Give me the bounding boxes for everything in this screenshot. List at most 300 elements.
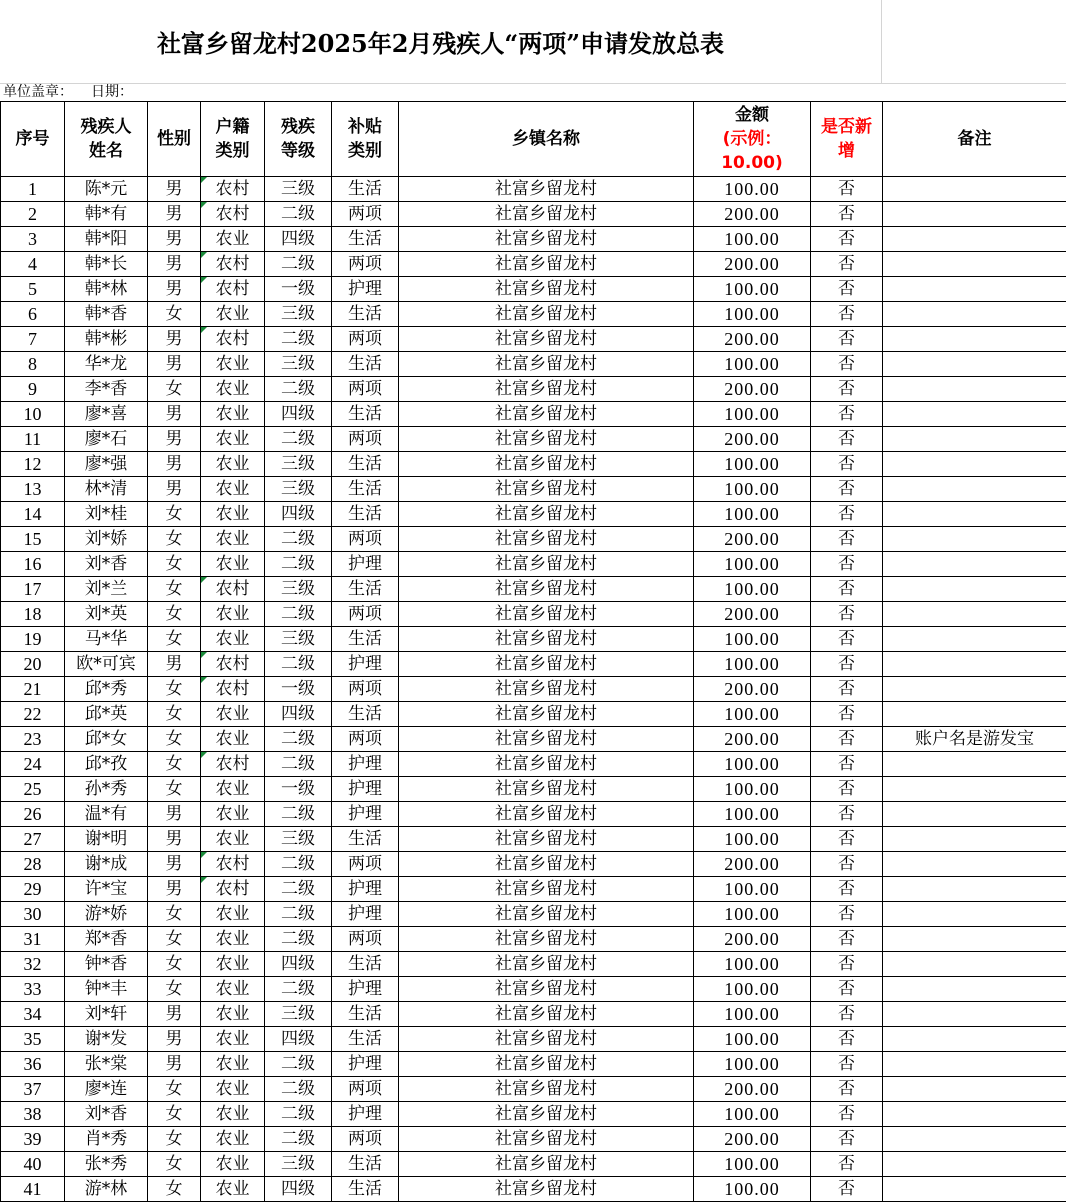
cell-level[interactable]: 二级	[265, 427, 332, 452]
cell-gender[interactable]: 男	[148, 202, 201, 227]
cell-hukou[interactable]: 农村	[201, 652, 265, 677]
cell-level[interactable]: 四级	[265, 502, 332, 527]
header-gender[interactable]: 性别	[148, 102, 201, 177]
cell-amount[interactable]: 200.00	[694, 527, 811, 552]
cell-level[interactable]: 三级	[265, 302, 332, 327]
cell-amount[interactable]: 100.00	[694, 877, 811, 902]
cell-amount[interactable]: 200.00	[694, 602, 811, 627]
cell-name[interactable]: 廖*强	[65, 452, 148, 477]
cell-no[interactable]: 38	[1, 1102, 65, 1127]
cell-town[interactable]: 社富乡留龙村	[399, 202, 694, 227]
cell-no[interactable]: 9	[1, 377, 65, 402]
cell-amount[interactable]: 100.00	[694, 227, 811, 252]
cell-is-new[interactable]: 否	[811, 902, 883, 927]
cell-gender[interactable]: 女	[148, 977, 201, 1002]
cell-remark[interactable]	[883, 577, 1066, 602]
cell-amount[interactable]: 100.00	[694, 477, 811, 502]
cell-remark[interactable]	[883, 802, 1066, 827]
cell-hukou[interactable]: 农业	[201, 527, 265, 552]
cell-amount[interactable]: 100.00	[694, 952, 811, 977]
cell-hukou[interactable]: 农业	[201, 1052, 265, 1077]
cell-name[interactable]: 张*秀	[65, 1152, 148, 1177]
cell-town[interactable]: 社富乡留龙村	[399, 552, 694, 577]
cell-gender[interactable]: 女	[148, 527, 201, 552]
cell-name[interactable]: 刘*香	[65, 552, 148, 577]
cell-name[interactable]: 刘*香	[65, 1102, 148, 1127]
cell-gender[interactable]: 女	[148, 1077, 201, 1102]
cell-is-new[interactable]: 否	[811, 802, 883, 827]
cell-hukou[interactable]: 农业	[201, 702, 265, 727]
cell-gender[interactable]: 女	[148, 777, 201, 802]
cell-level[interactable]: 二级	[265, 752, 332, 777]
cell-no[interactable]: 18	[1, 602, 65, 627]
cell-name[interactable]: 华*龙	[65, 352, 148, 377]
cell-subsidy[interactable]: 生活	[332, 177, 399, 202]
cell-gender[interactable]: 女	[148, 602, 201, 627]
cell-amount[interactable]: 100.00	[694, 402, 811, 427]
cell-town[interactable]: 社富乡留龙村	[399, 1127, 694, 1152]
cell-town[interactable]: 社富乡留龙村	[399, 977, 694, 1002]
cell-hukou[interactable]: 农村	[201, 577, 265, 602]
header-amount[interactable]	[694, 102, 811, 177]
cell-is-new[interactable]: 否	[811, 427, 883, 452]
cell-no[interactable]: 20	[1, 652, 65, 677]
cell-name[interactable]: 游*林	[65, 1177, 148, 1202]
cell-town[interactable]: 社富乡留龙村	[399, 852, 694, 877]
cell-name[interactable]: 林*清	[65, 477, 148, 502]
cell-name[interactable]: 廖*石	[65, 427, 148, 452]
cell-remark[interactable]	[883, 377, 1066, 402]
cell-remark[interactable]	[883, 702, 1066, 727]
cell-name[interactable]: 邱*英	[65, 702, 148, 727]
cell-name[interactable]: 钟*丰	[65, 977, 148, 1002]
cell-no[interactable]: 41	[1, 1177, 65, 1202]
cell-is-new[interactable]: 否	[811, 827, 883, 852]
cell-amount[interactable]: 200.00	[694, 252, 811, 277]
cell-level[interactable]: 二级	[265, 877, 332, 902]
cell-level[interactable]: 四级	[265, 402, 332, 427]
cell-gender[interactable]: 男	[148, 1002, 201, 1027]
cell-is-new[interactable]: 否	[811, 1152, 883, 1177]
cell-gender[interactable]: 男	[148, 852, 201, 877]
cell-town[interactable]: 社富乡留龙村	[399, 252, 694, 277]
cell-is-new[interactable]: 否	[811, 877, 883, 902]
cell-level[interactable]: 三级	[265, 452, 332, 477]
cell-level[interactable]: 二级	[265, 552, 332, 577]
cell-name[interactable]: 韩*林	[65, 277, 148, 302]
cell-name[interactable]: 谢*发	[65, 1027, 148, 1052]
cell-is-new[interactable]: 否	[811, 977, 883, 1002]
cell-subsidy[interactable]: 护理	[332, 1102, 399, 1127]
header-hukou[interactable]	[201, 102, 265, 177]
cell-subsidy[interactable]: 护理	[332, 1052, 399, 1077]
cell-subsidy[interactable]: 护理	[332, 552, 399, 577]
cell-remark[interactable]	[883, 652, 1066, 677]
cell-town[interactable]: 社富乡留龙村	[399, 477, 694, 502]
cell-subsidy[interactable]: 两项	[332, 202, 399, 227]
cell-hukou[interactable]: 农业	[201, 952, 265, 977]
cell-hukou[interactable]: 农业	[201, 627, 265, 652]
cell-subsidy[interactable]: 两项	[332, 852, 399, 877]
cell-is-new[interactable]: 否	[811, 177, 883, 202]
cell-gender[interactable]: 男	[148, 477, 201, 502]
cell-hukou[interactable]: 农业	[201, 777, 265, 802]
cell-hukou[interactable]: 农业	[201, 1127, 265, 1152]
cell-is-new[interactable]: 否	[811, 227, 883, 252]
cell-is-new[interactable]: 否	[811, 1027, 883, 1052]
cell-is-new[interactable]: 否	[811, 277, 883, 302]
cell-is-new[interactable]: 否	[811, 602, 883, 627]
cell-subsidy[interactable]: 护理	[332, 277, 399, 302]
cell-remark[interactable]	[883, 677, 1066, 702]
cell-remark[interactable]	[883, 352, 1066, 377]
cell-amount[interactable]: 200.00	[694, 927, 811, 952]
cell-town[interactable]: 社富乡留龙村	[399, 752, 694, 777]
cell-is-new[interactable]: 否	[811, 952, 883, 977]
cell-hukou[interactable]: 农业	[201, 1027, 265, 1052]
cell-remark[interactable]	[883, 252, 1066, 277]
cell-no[interactable]: 2	[1, 202, 65, 227]
cell-amount[interactable]: 200.00	[694, 1077, 811, 1102]
cell-gender[interactable]: 男	[148, 827, 201, 852]
cell-level[interactable]: 一级	[265, 277, 332, 302]
cell-subsidy[interactable]: 生活	[332, 1152, 399, 1177]
cell-no[interactable]: 32	[1, 952, 65, 977]
cell-amount[interactable]: 100.00	[694, 1052, 811, 1077]
cell-town[interactable]: 社富乡留龙村	[399, 1052, 694, 1077]
cell-amount[interactable]: 100.00	[694, 977, 811, 1002]
cell-town[interactable]: 社富乡留龙村	[399, 577, 694, 602]
cell-name[interactable]: 钟*香	[65, 952, 148, 977]
cell-no[interactable]: 28	[1, 852, 65, 877]
cell-name[interactable]: 韩*长	[65, 252, 148, 277]
cell-town[interactable]: 社富乡留龙村	[399, 277, 694, 302]
cell-town[interactable]: 社富乡留龙村	[399, 177, 694, 202]
cell-level[interactable]: 四级	[265, 702, 332, 727]
cell-subsidy[interactable]: 两项	[332, 927, 399, 952]
cell-level[interactable]: 二级	[265, 927, 332, 952]
cell-gender[interactable]: 女	[148, 1127, 201, 1152]
cell-amount[interactable]: 100.00	[694, 1177, 811, 1202]
cell-no[interactable]: 30	[1, 902, 65, 927]
cell-is-new[interactable]: 否	[811, 477, 883, 502]
cell-gender[interactable]: 男	[148, 877, 201, 902]
cell-town[interactable]: 社富乡留龙村	[399, 1152, 694, 1177]
cell-subsidy[interactable]: 生活	[332, 577, 399, 602]
cell-amount[interactable]: 100.00	[694, 452, 811, 477]
cell-remark[interactable]	[883, 1177, 1066, 1202]
cell-amount[interactable]: 100.00	[694, 652, 811, 677]
cell-subsidy[interactable]: 生活	[332, 402, 399, 427]
cell-level[interactable]: 二级	[265, 652, 332, 677]
cell-remark[interactable]	[883, 927, 1066, 952]
cell-subsidy[interactable]: 两项	[332, 427, 399, 452]
cell-remark[interactable]	[883, 877, 1066, 902]
cell-level[interactable]: 二级	[265, 1052, 332, 1077]
cell-hukou[interactable]: 农村	[201, 752, 265, 777]
cell-no[interactable]: 26	[1, 802, 65, 827]
cell-no[interactable]: 19	[1, 627, 65, 652]
cell-is-new[interactable]: 否	[811, 1052, 883, 1077]
cell-gender[interactable]: 女	[148, 552, 201, 577]
cell-level[interactable]: 三级	[265, 352, 332, 377]
cell-hukou[interactable]: 农村	[201, 277, 265, 302]
cell-name[interactable]: 刘*娇	[65, 527, 148, 552]
cell-name[interactable]: 刘*英	[65, 602, 148, 627]
cell-amount[interactable]: 200.00	[694, 852, 811, 877]
cell-amount[interactable]: 100.00	[694, 302, 811, 327]
cell-subsidy[interactable]: 护理	[332, 977, 399, 1002]
cell-hukou[interactable]: 农业	[201, 477, 265, 502]
cell-is-new[interactable]: 否	[811, 577, 883, 602]
cell-subsidy[interactable]: 两项	[332, 727, 399, 752]
cell-gender[interactable]: 女	[148, 952, 201, 977]
cell-town[interactable]: 社富乡留龙村	[399, 952, 694, 977]
cell-level[interactable]: 四级	[265, 952, 332, 977]
cell-is-new[interactable]: 否	[811, 777, 883, 802]
cell-amount[interactable]: 100.00	[694, 552, 811, 577]
cell-level[interactable]: 二级	[265, 252, 332, 277]
cell-subsidy[interactable]: 护理	[332, 877, 399, 902]
cell-remark[interactable]	[883, 202, 1066, 227]
cell-no[interactable]: 35	[1, 1027, 65, 1052]
cell-subsidy[interactable]: 生活	[332, 1027, 399, 1052]
cell-name[interactable]: 刘*轩	[65, 1002, 148, 1027]
cell-subsidy[interactable]: 两项	[332, 327, 399, 352]
cell-town[interactable]: 社富乡留龙村	[399, 652, 694, 677]
cell-town[interactable]: 社富乡留龙村	[399, 927, 694, 952]
cell-remark[interactable]	[883, 1027, 1066, 1052]
cell-hukou[interactable]: 农业	[201, 452, 265, 477]
cell-amount[interactable]: 100.00	[694, 1002, 811, 1027]
cell-town[interactable]: 社富乡留龙村	[399, 677, 694, 702]
cell-amount[interactable]: 100.00	[694, 777, 811, 802]
cell-is-new[interactable]: 否	[811, 752, 883, 777]
cell-remark[interactable]	[883, 402, 1066, 427]
cell-gender[interactable]: 女	[148, 377, 201, 402]
header-remark[interactable]: 备注	[883, 102, 1066, 177]
cell-remark[interactable]	[883, 1002, 1066, 1027]
cell-no[interactable]: 22	[1, 702, 65, 727]
cell-no[interactable]: 29	[1, 877, 65, 902]
cell-subsidy[interactable]: 两项	[332, 677, 399, 702]
cell-amount[interactable]: 100.00	[694, 827, 811, 852]
cell-name[interactable]: 郑*香	[65, 927, 148, 952]
cell-hukou[interactable]: 农业	[201, 827, 265, 852]
cell-town[interactable]: 社富乡留龙村	[399, 377, 694, 402]
cell-remark[interactable]	[883, 752, 1066, 777]
cell-remark[interactable]	[883, 427, 1066, 452]
cell-no[interactable]: 37	[1, 1077, 65, 1102]
cell-no[interactable]: 11	[1, 427, 65, 452]
cell-no[interactable]: 6	[1, 302, 65, 327]
cell-no[interactable]: 40	[1, 1152, 65, 1177]
cell-no[interactable]: 23	[1, 727, 65, 752]
cell-town[interactable]: 社富乡留龙村	[399, 1027, 694, 1052]
cell-hukou[interactable]: 农村	[201, 677, 265, 702]
cell-is-new[interactable]: 否	[811, 1077, 883, 1102]
cell-no[interactable]: 21	[1, 677, 65, 702]
cell-hukou[interactable]: 农业	[201, 552, 265, 577]
cell-amount[interactable]: 100.00	[694, 902, 811, 927]
date-label[interactable]: 日期：	[91, 84, 133, 100]
cell-town[interactable]: 社富乡留龙村	[399, 827, 694, 852]
cell-no[interactable]: 17	[1, 577, 65, 602]
cell-name[interactable]: 刘*桂	[65, 502, 148, 527]
cell-name[interactable]: 陈*元	[65, 177, 148, 202]
cell-name[interactable]: 邱*女	[65, 727, 148, 752]
cell-hukou[interactable]: 农村	[201, 177, 265, 202]
cell-gender[interactable]: 女	[148, 627, 201, 652]
cell-town[interactable]: 社富乡留龙村	[399, 902, 694, 927]
cell-name[interactable]: 谢*明	[65, 827, 148, 852]
cell-level[interactable]: 二级	[265, 802, 332, 827]
cell-is-new[interactable]: 否	[811, 202, 883, 227]
cell-town[interactable]: 社富乡留龙村	[399, 877, 694, 902]
cell-subsidy[interactable]: 生活	[332, 502, 399, 527]
cell-name[interactable]: 温*有	[65, 802, 148, 827]
cell-level[interactable]: 二级	[265, 377, 332, 402]
cell-remark[interactable]	[883, 1102, 1066, 1127]
cell-no[interactable]: 15	[1, 527, 65, 552]
cell-town[interactable]: 社富乡留龙村	[399, 527, 694, 552]
cell-level[interactable]: 三级	[265, 827, 332, 852]
cell-gender[interactable]: 女	[148, 302, 201, 327]
cell-remark[interactable]	[883, 827, 1066, 852]
cell-amount[interactable]: 200.00	[694, 1127, 811, 1152]
sheet-title[interactable]: 社富乡留龙村2025年2月残疾人“两项”申请发放总表	[156, 29, 725, 58]
cell-remark[interactable]	[883, 227, 1066, 252]
cell-remark[interactable]	[883, 1152, 1066, 1177]
cell-gender[interactable]: 男	[148, 452, 201, 477]
cell-hukou[interactable]: 农业	[201, 927, 265, 952]
cell-hukou[interactable]: 农村	[201, 202, 265, 227]
cell-subsidy[interactable]: 生活	[332, 477, 399, 502]
cell-gender[interactable]: 男	[148, 327, 201, 352]
cell-is-new[interactable]: 否	[811, 1177, 883, 1202]
cell-gender[interactable]: 男	[148, 177, 201, 202]
cell-no[interactable]: 27	[1, 827, 65, 852]
cell-subsidy[interactable]: 生活	[332, 1002, 399, 1027]
cell-no[interactable]: 10	[1, 402, 65, 427]
cell-subsidy[interactable]: 生活	[332, 302, 399, 327]
cell-remark[interactable]	[883, 1127, 1066, 1152]
cell-town[interactable]: 社富乡留龙村	[399, 352, 694, 377]
cell-hukou[interactable]: 农业	[201, 1177, 265, 1202]
cell-remark[interactable]	[883, 602, 1066, 627]
cell-no[interactable]: 1	[1, 177, 65, 202]
cell-subsidy[interactable]: 两项	[332, 602, 399, 627]
cell-amount[interactable]: 100.00	[694, 627, 811, 652]
cell-is-new[interactable]: 否	[811, 252, 883, 277]
cell-town[interactable]: 社富乡留龙村	[399, 777, 694, 802]
cell-hukou[interactable]: 农村	[201, 252, 265, 277]
cell-is-new[interactable]: 否	[811, 652, 883, 677]
cell-no[interactable]: 7	[1, 327, 65, 352]
cell-is-new[interactable]: 否	[811, 552, 883, 577]
cell-level[interactable]: 二级	[265, 602, 332, 627]
cell-amount[interactable]: 200.00	[694, 202, 811, 227]
cell-level[interactable]: 三级	[265, 627, 332, 652]
cell-town[interactable]: 社富乡留龙村	[399, 502, 694, 527]
cell-is-new[interactable]: 否	[811, 352, 883, 377]
cell-gender[interactable]: 男	[148, 227, 201, 252]
cell-is-new[interactable]: 否	[811, 1002, 883, 1027]
cell-subsidy[interactable]: 生活	[332, 227, 399, 252]
cell-town[interactable]: 社富乡留龙村	[399, 1077, 694, 1102]
header-no[interactable]: 序号	[1, 102, 65, 177]
cell-remark[interactable]	[883, 1052, 1066, 1077]
header-level[interactable]	[265, 102, 332, 177]
cell-name[interactable]: 韩*有	[65, 202, 148, 227]
cell-name[interactable]: 韩*香	[65, 302, 148, 327]
cell-remark[interactable]	[883, 902, 1066, 927]
cell-hukou[interactable]: 农业	[201, 227, 265, 252]
cell-level[interactable]: 二级	[265, 327, 332, 352]
cell-level[interactable]: 二级	[265, 852, 332, 877]
cell-is-new[interactable]: 否	[811, 727, 883, 752]
cell-no[interactable]: 24	[1, 752, 65, 777]
cell-no[interactable]: 16	[1, 552, 65, 577]
cell-remark[interactable]	[883, 302, 1066, 327]
cell-hukou[interactable]: 农村	[201, 327, 265, 352]
cell-town[interactable]: 社富乡留龙村	[399, 402, 694, 427]
cell-no[interactable]: 34	[1, 1002, 65, 1027]
cell-is-new[interactable]: 否	[811, 327, 883, 352]
cell-subsidy[interactable]: 生活	[332, 627, 399, 652]
cell-subsidy[interactable]: 两项	[332, 1077, 399, 1102]
cell-level[interactable]: 一级	[265, 677, 332, 702]
cell-gender[interactable]: 男	[148, 277, 201, 302]
cell-is-new[interactable]: 否	[811, 377, 883, 402]
header-is-new[interactable]	[811, 102, 883, 177]
seal-label[interactable]: 单位盖章：	[3, 84, 73, 100]
cell-is-new[interactable]: 否	[811, 452, 883, 477]
cell-gender[interactable]: 女	[148, 502, 201, 527]
cell-remark[interactable]	[883, 177, 1066, 202]
cell-level[interactable]: 二级	[265, 902, 332, 927]
cell-level[interactable]: 二级	[265, 1102, 332, 1127]
cell-subsidy[interactable]: 两项	[332, 1127, 399, 1152]
cell-is-new[interactable]: 否	[811, 627, 883, 652]
header-name[interactable]	[65, 102, 148, 177]
cell-gender[interactable]: 女	[148, 577, 201, 602]
cell-amount[interactable]: 100.00	[694, 577, 811, 602]
cell-amount[interactable]: 200.00	[694, 427, 811, 452]
cell-is-new[interactable]: 否	[811, 527, 883, 552]
cell-name[interactable]: 邱*孜	[65, 752, 148, 777]
cell-no[interactable]: 39	[1, 1127, 65, 1152]
cell-level[interactable]: 四级	[265, 227, 332, 252]
cell-town[interactable]: 社富乡留龙村	[399, 727, 694, 752]
cell-level[interactable]: 二级	[265, 527, 332, 552]
cell-amount[interactable]: 100.00	[694, 802, 811, 827]
cell-no[interactable]: 4	[1, 252, 65, 277]
cell-amount[interactable]: 200.00	[694, 377, 811, 402]
cell-no[interactable]: 5	[1, 277, 65, 302]
cell-level[interactable]: 二级	[265, 202, 332, 227]
cell-hukou[interactable]: 农业	[201, 977, 265, 1002]
cell-town[interactable]: 社富乡留龙村	[399, 1102, 694, 1127]
cell-subsidy[interactable]: 护理	[332, 652, 399, 677]
cell-gender[interactable]: 女	[148, 702, 201, 727]
cell-remark[interactable]	[883, 327, 1066, 352]
cell-gender[interactable]: 男	[148, 802, 201, 827]
cell-name[interactable]: 谢*成	[65, 852, 148, 877]
cell-name[interactable]: 欧*可宾	[65, 652, 148, 677]
cell-gender[interactable]: 女	[148, 1152, 201, 1177]
cell-hukou[interactable]: 农业	[201, 1152, 265, 1177]
